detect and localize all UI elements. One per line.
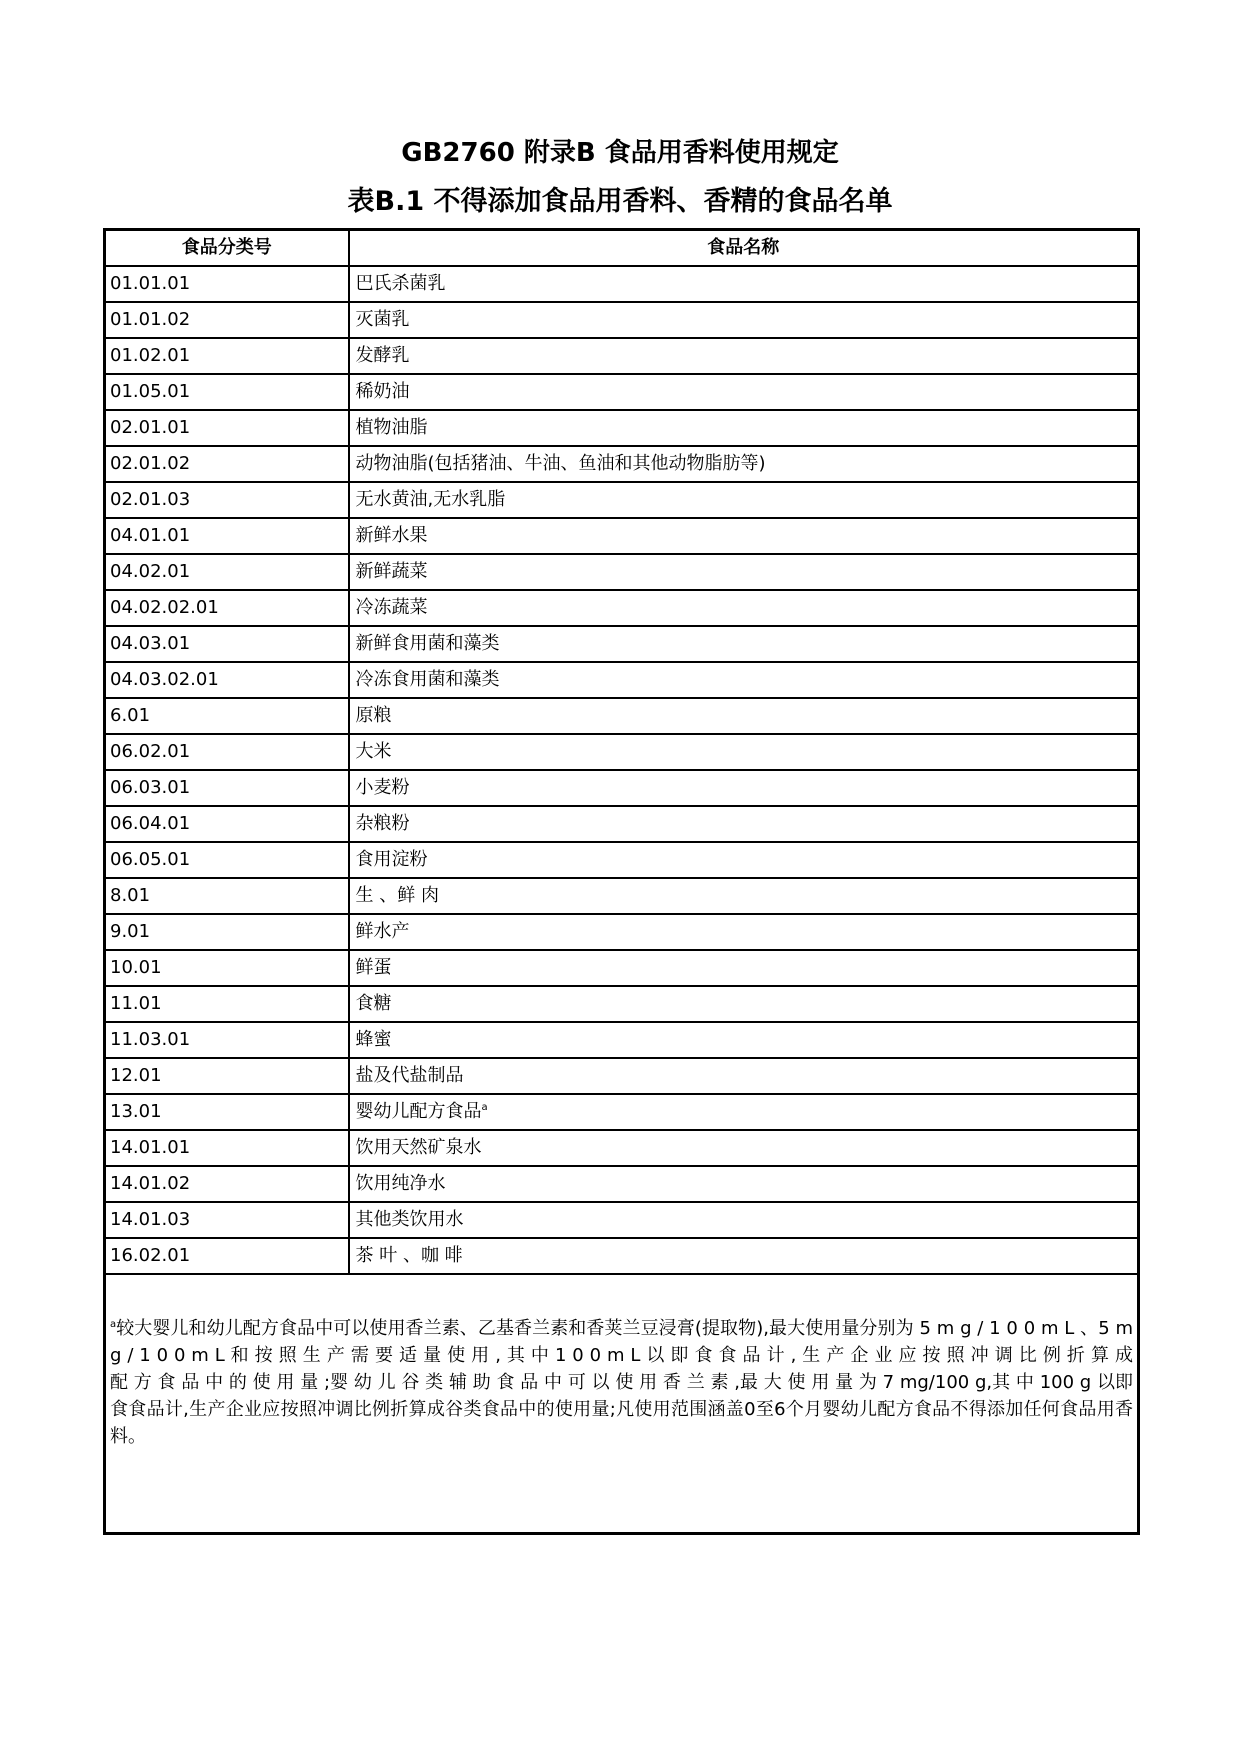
food-name-cell — [349, 590, 1139, 626]
table-row — [105, 1058, 1139, 1094]
food-name-cell — [349, 1130, 1139, 1166]
food-category-code: 04.03.01 — [105, 626, 349, 662]
food-name: 动物油脂(包括猪油、牛油、鱼油和其他动物脂肪等) — [355, 453, 766, 474]
food-name-cell — [349, 734, 1139, 770]
food-category-code: 04.03.02.01 — [105, 662, 349, 698]
food-name-cell — [349, 482, 1139, 518]
food-name: 杂粮粉 — [355, 813, 410, 834]
food-name-cell — [349, 842, 1139, 878]
food-name: 新鲜食用菌和藻类 — [355, 633, 500, 654]
food-category-code: 06.02.01 — [105, 734, 349, 770]
food-category-code: 11.01 — [105, 986, 349, 1022]
food-name-cell — [349, 878, 1139, 914]
food-name-cell — [349, 1238, 1139, 1274]
table-row — [105, 554, 1139, 590]
food-name: 发酵乳 — [355, 345, 410, 366]
table-body — [105, 266, 1139, 1274]
table-row — [105, 1094, 1139, 1130]
food-category-code: 06.04.01 — [105, 806, 349, 842]
food-name-cell — [349, 266, 1139, 302]
footnote-row — [105, 1274, 1139, 1534]
food-name-cell — [349, 302, 1139, 338]
table-row — [105, 950, 1139, 986]
food-name-cell — [349, 554, 1139, 590]
table-row — [105, 806, 1139, 842]
food-category-code: 04.02.02.01 — [105, 590, 349, 626]
food-category-code: 06.05.01 — [105, 842, 349, 878]
food-name-cell — [349, 446, 1139, 482]
food-category-code: 14.01.03 — [105, 1202, 349, 1238]
food-name: 冷冻食用菌和藻类 — [355, 669, 500, 690]
header-food-category-code: 食品分类号 — [105, 230, 349, 267]
food-name-cell — [349, 806, 1139, 842]
table-row — [105, 482, 1139, 518]
food-category-code: 04.02.01 — [105, 554, 349, 590]
food-name-cell — [349, 518, 1139, 554]
table-header-row — [105, 230, 1139, 267]
footnote-marker: a — [110, 1319, 117, 1330]
food-name-cell — [349, 410, 1139, 446]
food-category-code: 06.03.01 — [105, 770, 349, 806]
table-row — [105, 986, 1139, 1022]
food-name: 盐及代盐制品 — [355, 1065, 464, 1086]
table-row — [105, 374, 1139, 410]
food-category-code: 02.01.02 — [105, 446, 349, 482]
food-name-cell — [349, 1022, 1139, 1058]
table-row — [105, 1022, 1139, 1058]
food-name: 冷冻蔬菜 — [355, 597, 428, 618]
table-row — [105, 1202, 1139, 1238]
food-name: 鲜蛋 — [355, 957, 392, 978]
header-food-name: 食品名称 — [349, 230, 1139, 267]
food-category-code: 01.01.01 — [105, 266, 349, 302]
food-name: 巴氏杀菌乳 — [355, 273, 446, 294]
food-name-cell — [349, 1166, 1139, 1202]
food-name: 婴幼儿配方食品 — [355, 1101, 482, 1122]
food-name-cell — [349, 662, 1139, 698]
food-category-code: 01.05.01 — [105, 374, 349, 410]
table-row — [105, 662, 1139, 698]
table-row — [105, 446, 1139, 482]
food-category-code: 13.01 — [105, 1094, 349, 1130]
table-row — [105, 698, 1139, 734]
prohibited-foods-table — [103, 228, 1140, 1535]
food-name: 大米 — [355, 741, 392, 762]
food-name: 茶 叶 、咖 啡 — [355, 1245, 463, 1266]
food-name-cell — [349, 374, 1139, 410]
food-name: 食用淀粉 — [355, 849, 428, 870]
food-category-code: 01.02.01 — [105, 338, 349, 374]
food-name-cell — [349, 770, 1139, 806]
food-category-code: 12.01 — [105, 1058, 349, 1094]
food-category-code: 6.01 — [105, 698, 349, 734]
food-category-code: 02.01.01 — [105, 410, 349, 446]
food-name: 无水黄油,无水乳脂 — [355, 489, 506, 510]
food-name: 原粮 — [355, 705, 392, 726]
food-name-cell — [349, 1202, 1139, 1238]
food-name: 灭菌乳 — [355, 309, 410, 330]
table-row — [105, 1166, 1139, 1202]
table-row — [105, 1130, 1139, 1166]
table-row — [105, 914, 1139, 950]
food-category-code: 04.01.01 — [105, 518, 349, 554]
food-name: 饮用纯净水 — [355, 1173, 446, 1194]
food-name: 小麦粉 — [355, 777, 410, 798]
table-row — [105, 338, 1139, 374]
food-name: 食糖 — [355, 993, 392, 1014]
table-row — [105, 518, 1139, 554]
document-title: GB2760 附录B 食品用香料使用规定 — [401, 138, 839, 168]
food-name: 植物油脂 — [355, 417, 428, 438]
food-category-code: 14.01.02 — [105, 1166, 349, 1202]
table-row — [105, 626, 1139, 662]
food-category-code: 10.01 — [105, 950, 349, 986]
food-name-cell — [349, 698, 1139, 734]
food-name: 饮用天然矿泉水 — [355, 1137, 482, 1158]
food-category-code: 01.01.02 — [105, 302, 349, 338]
footnote-reference-marker: a — [481, 1102, 488, 1113]
food-category-code: 16.02.01 — [105, 1238, 349, 1274]
food-category-code: 9.01 — [105, 914, 349, 950]
table-row — [105, 878, 1139, 914]
table-row — [105, 266, 1139, 302]
food-category-code: 11.03.01 — [105, 1022, 349, 1058]
food-category-code: 02.01.03 — [105, 482, 349, 518]
food-name: 新鲜水果 — [355, 525, 428, 546]
food-name-cell — [349, 914, 1139, 950]
food-name: 鲜水产 — [355, 921, 410, 942]
table-row — [105, 734, 1139, 770]
food-name: 新鲜蔬菜 — [355, 561, 428, 582]
table-row — [105, 770, 1139, 806]
food-category-code: 8.01 — [105, 878, 349, 914]
table-row — [105, 1238, 1139, 1274]
footnote-cell — [105, 1274, 1139, 1534]
table-title: 表B.1 不得添加食品用香料、香精的食品名单 — [347, 186, 893, 217]
food-name-cell — [349, 1094, 1139, 1130]
table-row — [105, 410, 1139, 446]
food-name-cell — [349, 950, 1139, 986]
food-name-cell — [349, 338, 1139, 374]
food-name: 其他类饮用水 — [355, 1209, 464, 1230]
table-row — [105, 842, 1139, 878]
food-name-cell — [349, 986, 1139, 1022]
food-name: 生 、鲜 肉 — [355, 885, 439, 906]
food-name: 蜂蜜 — [355, 1029, 392, 1050]
table-row — [105, 302, 1139, 338]
footnote-text: 较大婴儿和幼儿配方食品中可以使用香兰素、乙基香兰素和香荚兰豆浸膏(提取物),最大使用量分别为 5 m g / 1 0 0 m L 、5 m g / 1 0 0 m L 和 按 照 生 产 需 要 适 量 使 用 , 其 中 1 0 0 m L 以 即 食 食 品 计 , 生 产 企 业 应 按 照 冲 调 比 例 折 算 成 配 方 食 品 中 的 使 用 量 ;婴 幼 儿 谷 类 辅 助 食 品 中 可 以 使 用 香 兰 素 ,最 大 使 用 量 为 7 mg/100 g,其 中 100 g 以即食食品计,生产企业应按照冲调比例折算成谷类食品中的使用量;凡使用范围涵盖0至6个月婴幼儿配方食品不得添加任何食品用香料。 — [110, 1318, 1134, 1447]
food-name-cell — [349, 1058, 1139, 1094]
food-category-code: 14.01.01 — [105, 1130, 349, 1166]
food-name-cell — [349, 626, 1139, 662]
food-name: 稀奶油 — [355, 381, 410, 402]
table-row — [105, 590, 1139, 626]
